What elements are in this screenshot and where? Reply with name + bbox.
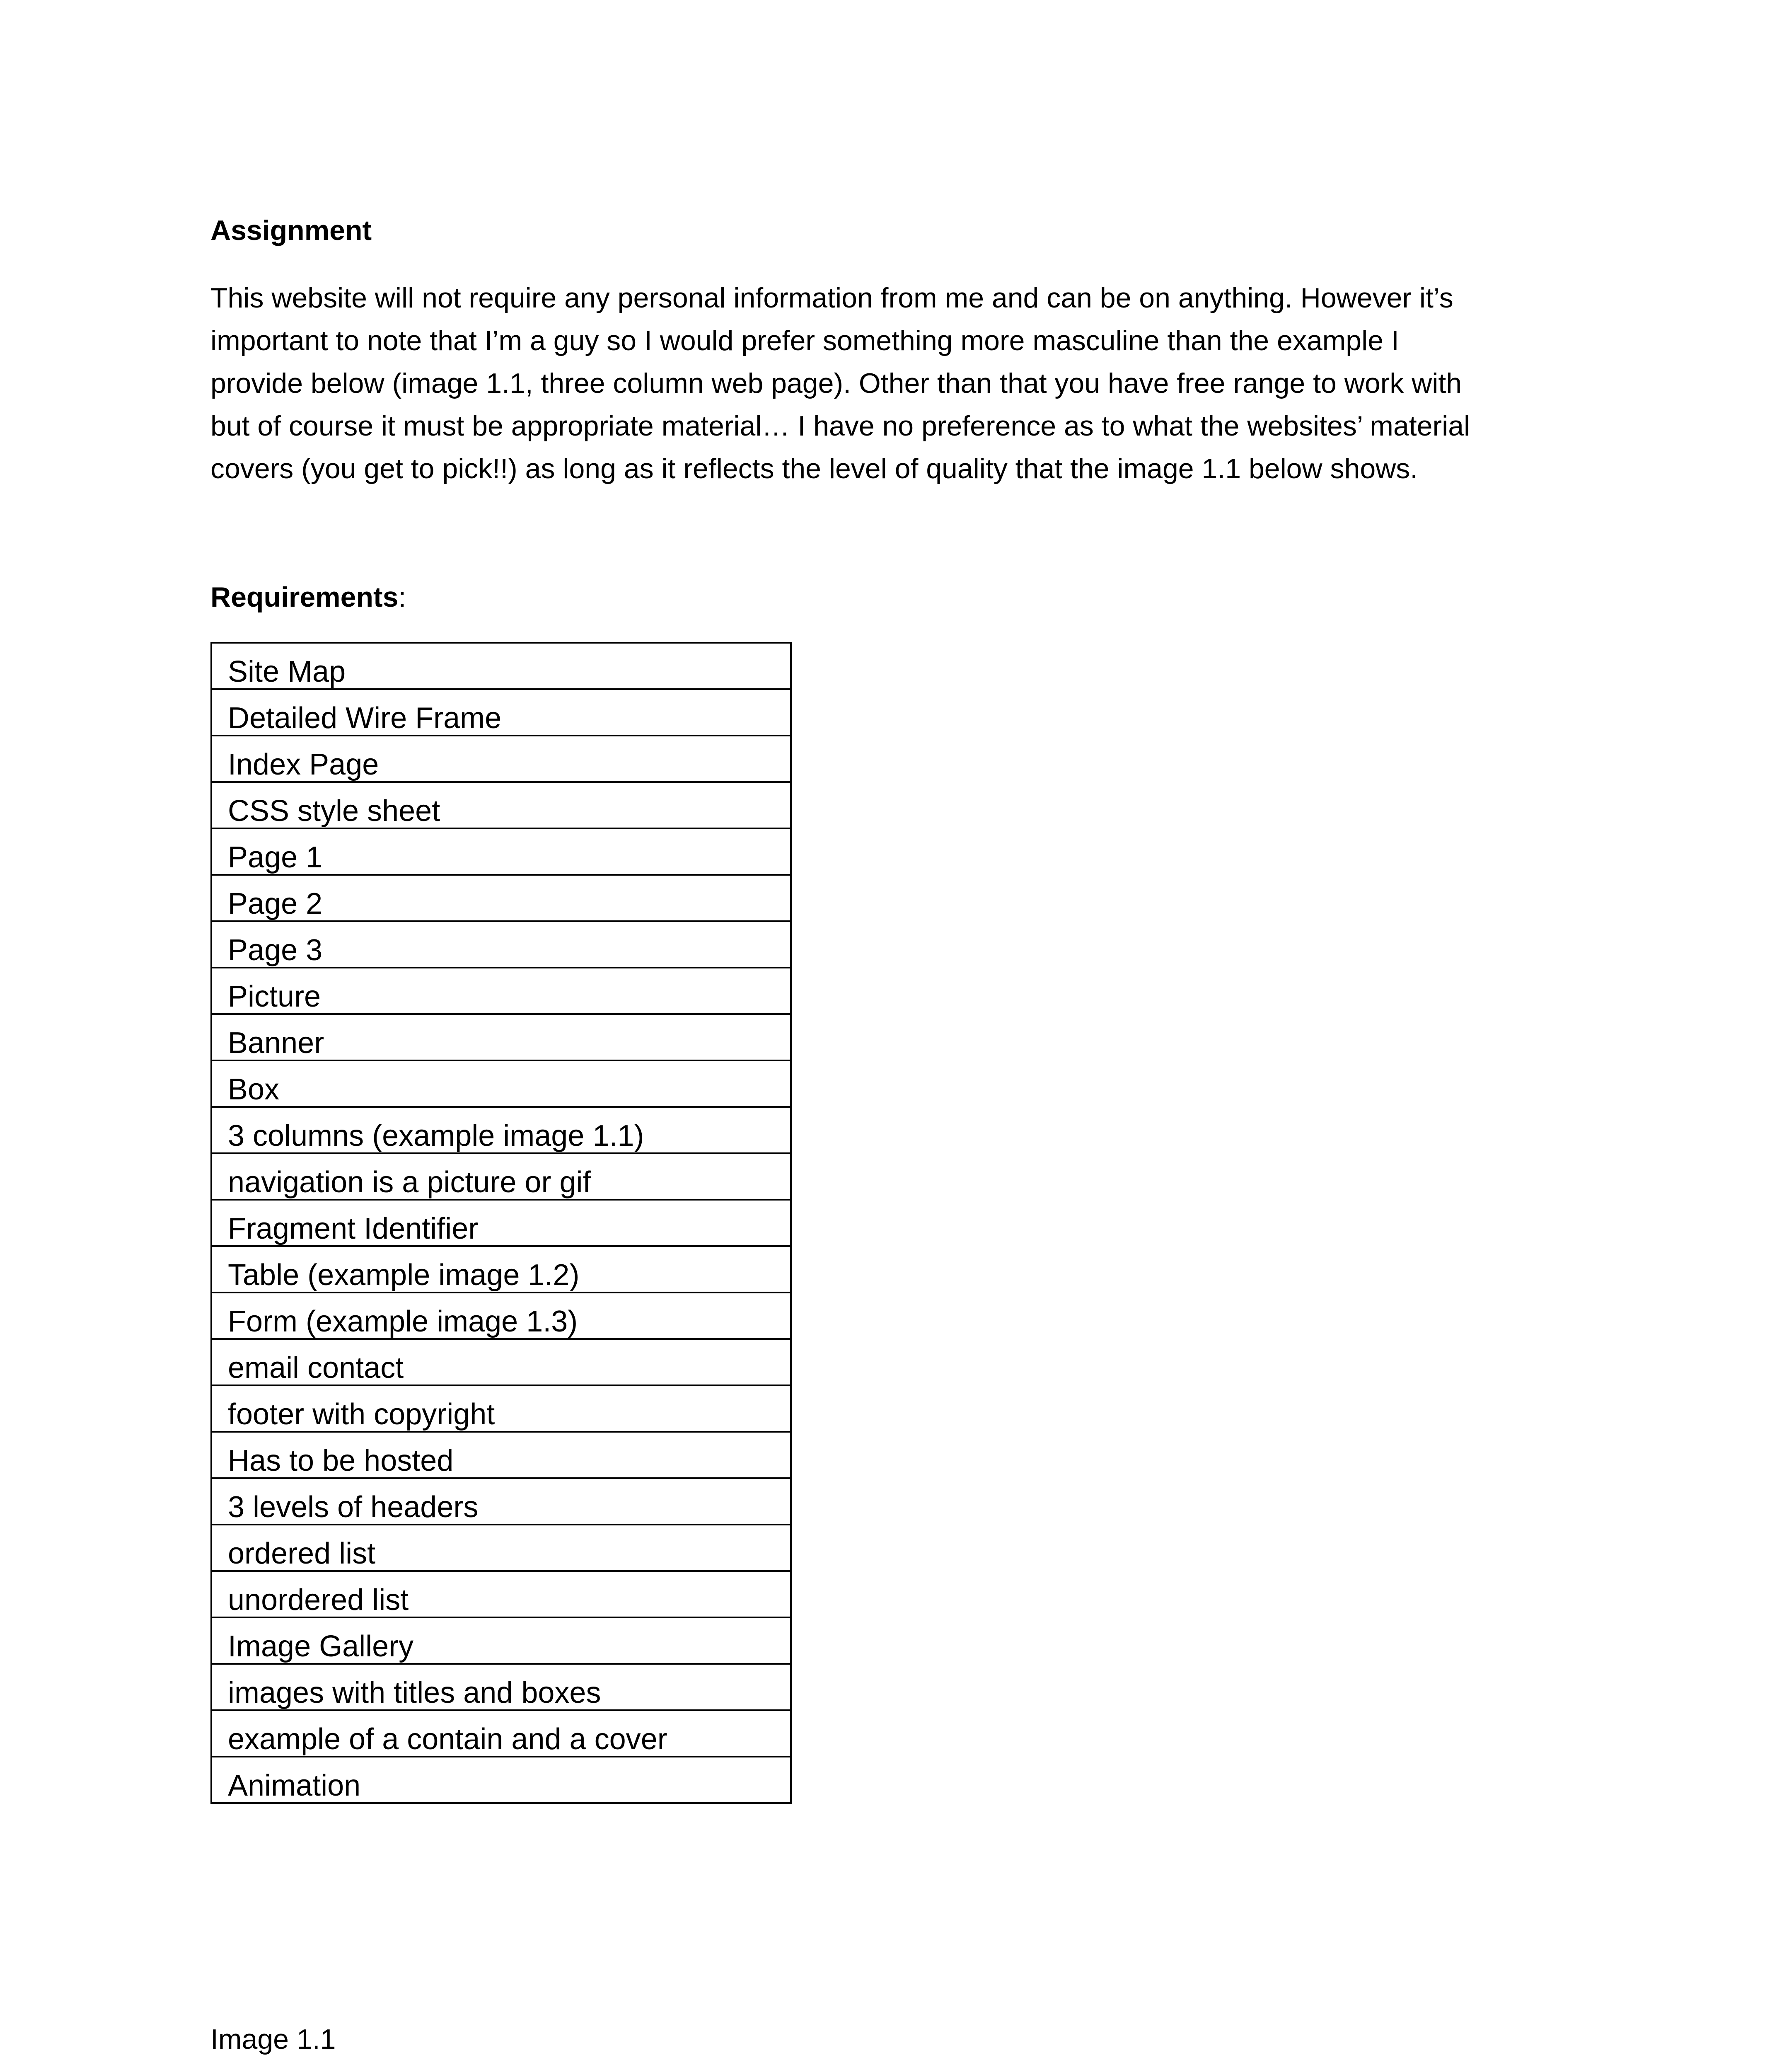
- requirement-cell: 3 columns (example image 1.1): [211, 1107, 791, 1153]
- requirement-cell: Detailed Wire Frame: [211, 689, 791, 736]
- table-row: [211, 968, 791, 1014]
- paragraph-line: important to note that I’m a guy so I would prefer something more masculine than the example I: [210, 325, 1399, 356]
- requirement-cell: Site Map: [211, 643, 791, 689]
- table-row: [211, 1107, 791, 1153]
- requirement-cell: 3 levels of headers: [211, 1478, 791, 1525]
- requirement-cell: email contact: [211, 1339, 791, 1385]
- table-row: [211, 1246, 791, 1293]
- requirement-cell: Has to be hosted: [211, 1432, 791, 1478]
- requirement-cell: unordered list: [211, 1571, 791, 1617]
- table-row: [211, 643, 791, 689]
- assignment-heading: Assignment: [210, 215, 372, 246]
- table-row: [211, 1293, 791, 1339]
- table-row: [211, 875, 791, 921]
- requirement-cell: ordered list: [211, 1525, 791, 1571]
- table-row: [211, 1153, 791, 1200]
- requirement-cell: footer with copyright: [211, 1385, 791, 1432]
- table-row: [211, 689, 791, 736]
- table-row: [211, 1757, 791, 1803]
- table-row: [211, 1014, 791, 1060]
- requirement-cell: Table (example image 1.2): [211, 1246, 791, 1293]
- table-row: [211, 1664, 791, 1710]
- table-row: [211, 1525, 791, 1571]
- requirement-cell: Banner: [211, 1014, 791, 1060]
- requirement-cell: Animation: [211, 1757, 791, 1803]
- requirement-cell: Page 2: [211, 875, 791, 921]
- table-row: [211, 1617, 791, 1664]
- requirement-cell: example of a contain and a cover: [211, 1710, 791, 1757]
- assignment-paragraph: [210, 277, 1470, 490]
- requirements-label: Requirements: [210, 581, 399, 613]
- image-caption: Image 1.1: [210, 2024, 336, 2055]
- requirement-cell: Image Gallery: [211, 1617, 791, 1664]
- table-row: [211, 782, 791, 828]
- requirement-cell: Box: [211, 1060, 791, 1107]
- paragraph-line: but of course it must be appropriate material… I have no preference as to what the websites’ material: [210, 410, 1470, 442]
- paragraph-line: This website will not require any personal information from me and can be on anything. However it’s: [210, 282, 1453, 314]
- requirements-table: [210, 642, 792, 1804]
- table-row: [211, 1060, 791, 1107]
- table-row: [211, 828, 791, 875]
- table-row: [211, 1710, 791, 1757]
- requirement-cell: Index Page: [211, 736, 791, 782]
- requirement-cell: Form (example image 1.3): [211, 1293, 791, 1339]
- table-row: [211, 736, 791, 782]
- requirements-heading: [210, 580, 406, 614]
- table-row: [211, 1571, 791, 1617]
- paragraph-line: provide below (image 1.1, three column web page). Other than that you have free range to work with: [210, 368, 1462, 399]
- requirement-cell: CSS style sheet: [211, 782, 791, 828]
- requirement-cell: images with titles and boxes: [211, 1664, 791, 1710]
- requirement-cell: Page 3: [211, 921, 791, 968]
- paragraph-line: covers (you get to pick!!) as long as it reflects the level of quality that the image 1.1 below shows.: [210, 453, 1418, 484]
- requirement-cell: Page 1: [211, 828, 791, 875]
- requirement-cell: Fragment Identifier: [211, 1200, 791, 1246]
- table-row: [211, 1339, 791, 1385]
- table-row: [211, 921, 791, 968]
- requirement-cell: navigation is a picture or gif: [211, 1153, 791, 1200]
- table-row: [211, 1385, 791, 1432]
- table-row: [211, 1432, 791, 1478]
- table-row: [211, 1200, 791, 1246]
- table-row: [211, 1478, 791, 1525]
- requirements-colon: :: [398, 581, 406, 613]
- requirement-cell: Picture: [211, 968, 791, 1014]
